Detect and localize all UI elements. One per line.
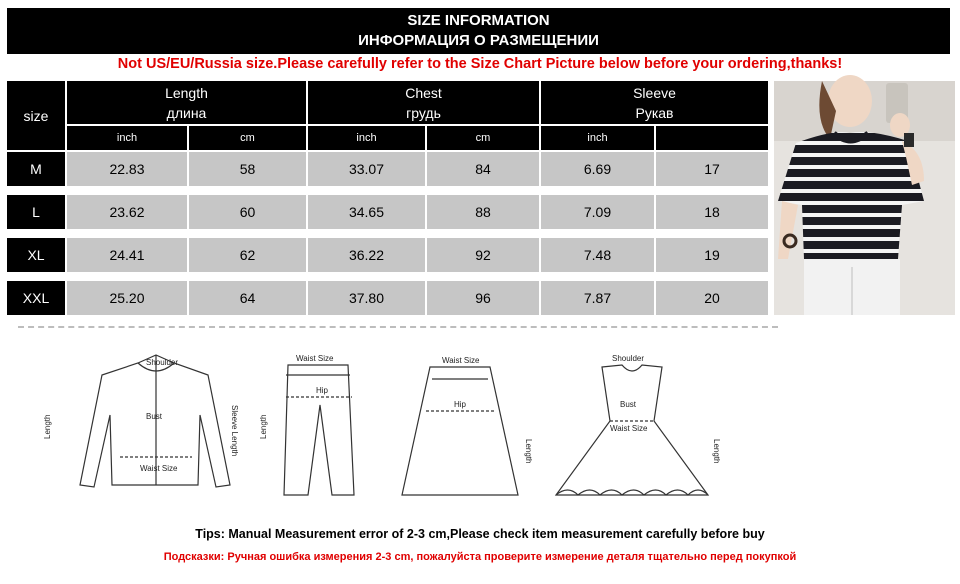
unit-header: cm [427, 126, 539, 150]
sleeve-label-ru: Рукав [635, 104, 674, 121]
size-label: L [7, 195, 65, 229]
unit-header: inch [67, 126, 187, 150]
unit-header [656, 126, 768, 150]
size-label: XXL [7, 281, 65, 315]
table-cell: 36.22 [308, 238, 425, 272]
measurement-diagrams [43, 345, 780, 515]
table-cell: 6.69 [541, 152, 654, 186]
skirt-length-label: Length [524, 439, 533, 464]
skirt-waist-label: Waist Size [442, 356, 480, 365]
size-information-title [7, 8, 950, 54]
shirt-sleeve-label: Sleeve Length [230, 405, 239, 457]
shirt-waist-label: Waist Size [140, 464, 178, 473]
length-label-en: Length [165, 84, 208, 101]
pants-hip-label: Hip [316, 386, 329, 395]
sleeve-header [541, 81, 768, 124]
table-cell: 25.20 [67, 281, 187, 315]
size-warning: Not US/EU/Russia size.Please carefully refer to the Size Chart Picture below before your ordering,thanks! [117, 56, 843, 72]
table-cell: 7.09 [541, 195, 654, 229]
table-cell: 84 [427, 152, 539, 186]
table-cell: 7.48 [541, 238, 654, 272]
table-cell: 33.07 [308, 152, 425, 186]
tips-russian: Подсказки: Ручная ошибка измерения 2-3 cm, пожалуйста проверите измерение деталя тщательно перед покупкой [163, 551, 797, 563]
chest-label-ru: грудь [406, 104, 441, 121]
pants-waist-label: Waist Size [296, 354, 334, 363]
model-photo [774, 81, 955, 315]
title-russian: ИНФОРМАЦИЯ О РАЗМЕЩЕНИИ [358, 32, 599, 49]
table-cell: 34.65 [308, 195, 425, 229]
table-cell: 96 [427, 281, 539, 315]
model-photo-illustration [774, 81, 955, 315]
shirt-shoulder-label: Shoulder [146, 358, 179, 367]
table-cell: 23.62 [67, 195, 187, 229]
dress-shoulder-label: Shoulder [612, 354, 645, 363]
table-cell: 7.87 [541, 281, 654, 315]
sleeve-label-en: Sleeve [633, 84, 676, 101]
table-cell: 18 [656, 195, 768, 229]
dashed-divider [18, 326, 778, 328]
size-label: XL [7, 238, 65, 272]
chest-header [308, 81, 539, 124]
table-cell: 88 [427, 195, 539, 229]
table-cell: 24.41 [67, 238, 187, 272]
skirt-diagram [402, 367, 518, 495]
table-cell: 92 [427, 238, 539, 272]
size-label: M [7, 152, 65, 186]
unit-header: inch [541, 126, 654, 150]
skirt-hip-label: Hip [454, 400, 467, 409]
table-cell: 37.80 [308, 281, 425, 315]
title-english: SIZE INFORMATION [407, 12, 550, 29]
unit-header: inch [308, 126, 425, 150]
size-column-header: size [7, 81, 65, 150]
table-cell: 64 [189, 281, 306, 315]
length-label-ru: длина [166, 104, 207, 121]
dress-bust-label: Bust [620, 400, 637, 409]
table-cell: 22.83 [67, 152, 187, 186]
table-cell: 58 [189, 152, 306, 186]
length-header [67, 81, 306, 124]
pants-length-label: Length [259, 414, 268, 439]
unit-header: cm [189, 126, 306, 150]
pants-diagram [284, 365, 354, 495]
shirt-length-label: Length [43, 414, 52, 439]
dress-length-label: Length [712, 439, 721, 464]
table-cell: 17 [656, 152, 768, 186]
shirt-bust-label: Bust [146, 412, 163, 421]
table-cell: 60 [189, 195, 306, 229]
dress-waist-label: Waist Size [610, 424, 648, 433]
table-cell: 19 [656, 238, 768, 272]
table-cell: 20 [656, 281, 768, 315]
table-cell: 62 [189, 238, 306, 272]
tips-english: Tips: Manual Measurement error of 2-3 cm,Please check item measurement carefully before buy [195, 527, 765, 541]
chest-label-en: Chest [405, 84, 442, 101]
